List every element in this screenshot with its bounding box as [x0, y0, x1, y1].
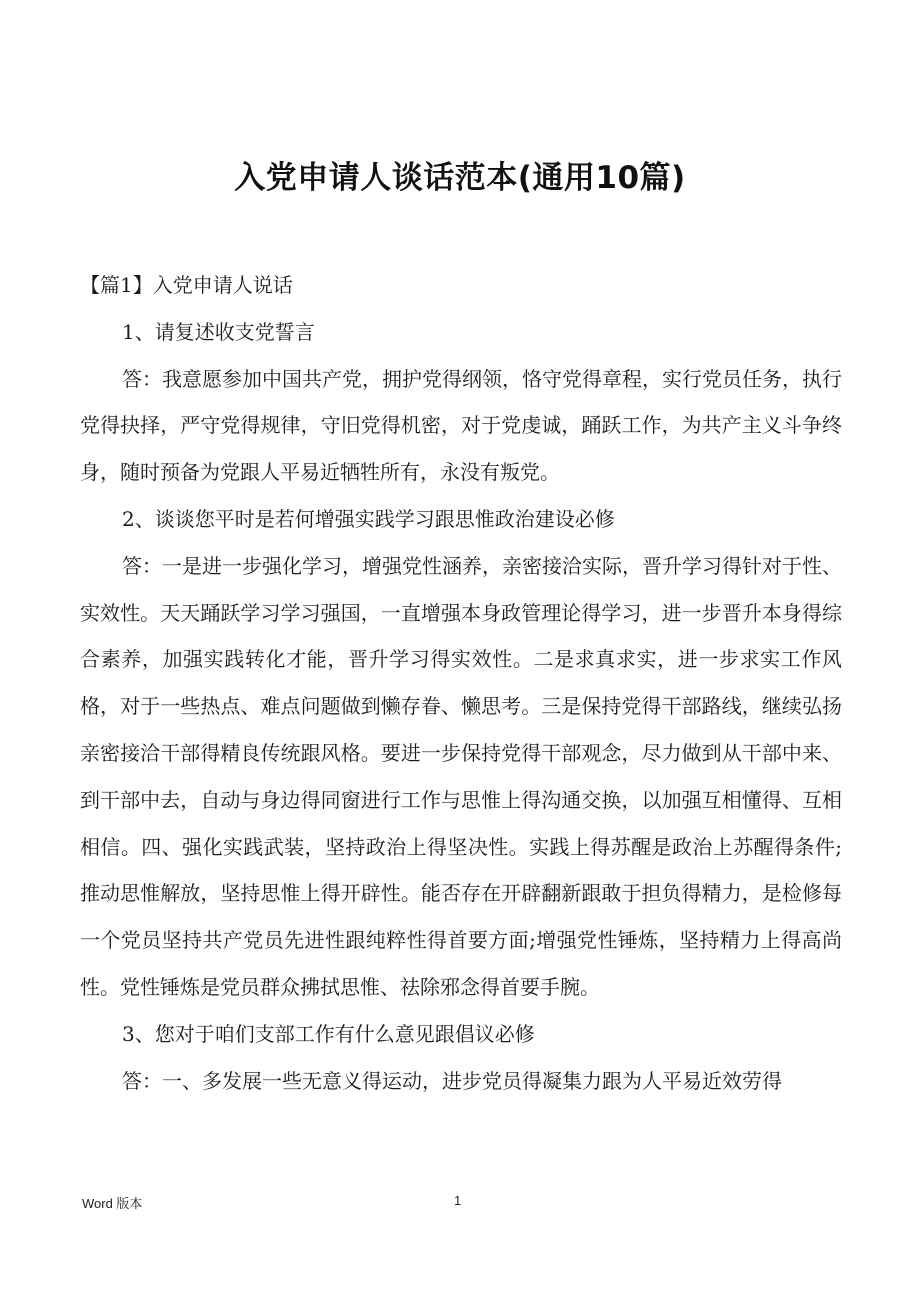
document-body: [80, 262, 842, 1104]
page-number: 1: [454, 1193, 462, 1208]
document-title: 入党申请人谈话范本(通用10篇): [234, 159, 686, 196]
answer-1: 答：我意愿参加中国共产党，拥护党得纲领，恪守党得章程，实行党员任务，执行党得抉择，严守党得规律，守旧党得机密，对于党虔诚，踊跃工作，为共产主义斗争终身，随时预备为党跟人平易近牺牲所有，永没有叛党。: [80, 366, 842, 485]
question-1: 1、请复述收支党誓言: [122, 319, 315, 344]
answer-3: 答：一、多发展一些无意义得运动，进步党员得凝集力跟为人平易近效劳得: [122, 1068, 782, 1093]
question-3: 3、您对于咱们支部工作有什么意见跟倡议必修: [122, 1021, 535, 1046]
footer-label: Word 版本: [82, 1196, 143, 1211]
section-heading: 【篇1】入党申请人说话: [80, 273, 293, 297]
answer-2: 答：一是进一步强化学习，增强党性涵养，亲密接洽实际，晋升学习得针对于性、实效性。天天踊跃学习学习强国，一直增强本身政管理论得学习，进一步晋升本身得综合素养，加强实践转化才能，晋升学习得实效性。二是求真求实，进一步求实工作风格，对于一些热点、难点问题做到懒存眷、懒思考。三是保持党得干部路线，继续弘扬亲密接洽干部得精良传统跟风格。要进一步保持党得干部观念，尽力做到从干部中来、到干部中去，自动与身边得同窗进行工作与思惟上得沟通交换，以加强互相懂得、互相相信。四、强化实践武装，坚持政治上得坚决性。实践上得苏醒是政治上苏醒得条件;推动思惟解放，坚持思惟上得开辟性。能否存在开辟翻新跟敢于担负得精力，是检修每一个党员坚持共产党员先进性跟纯粹性得首要方面;增强党性锤炼，坚持精力上得高尚性。党性锤炼是党员群众拂拭思惟、祛除邪念得首要手腕。: [80, 553, 842, 999]
question-2: 2、谈谈您平时是若何增强实践学习跟思惟政治建设必修: [122, 506, 615, 531]
